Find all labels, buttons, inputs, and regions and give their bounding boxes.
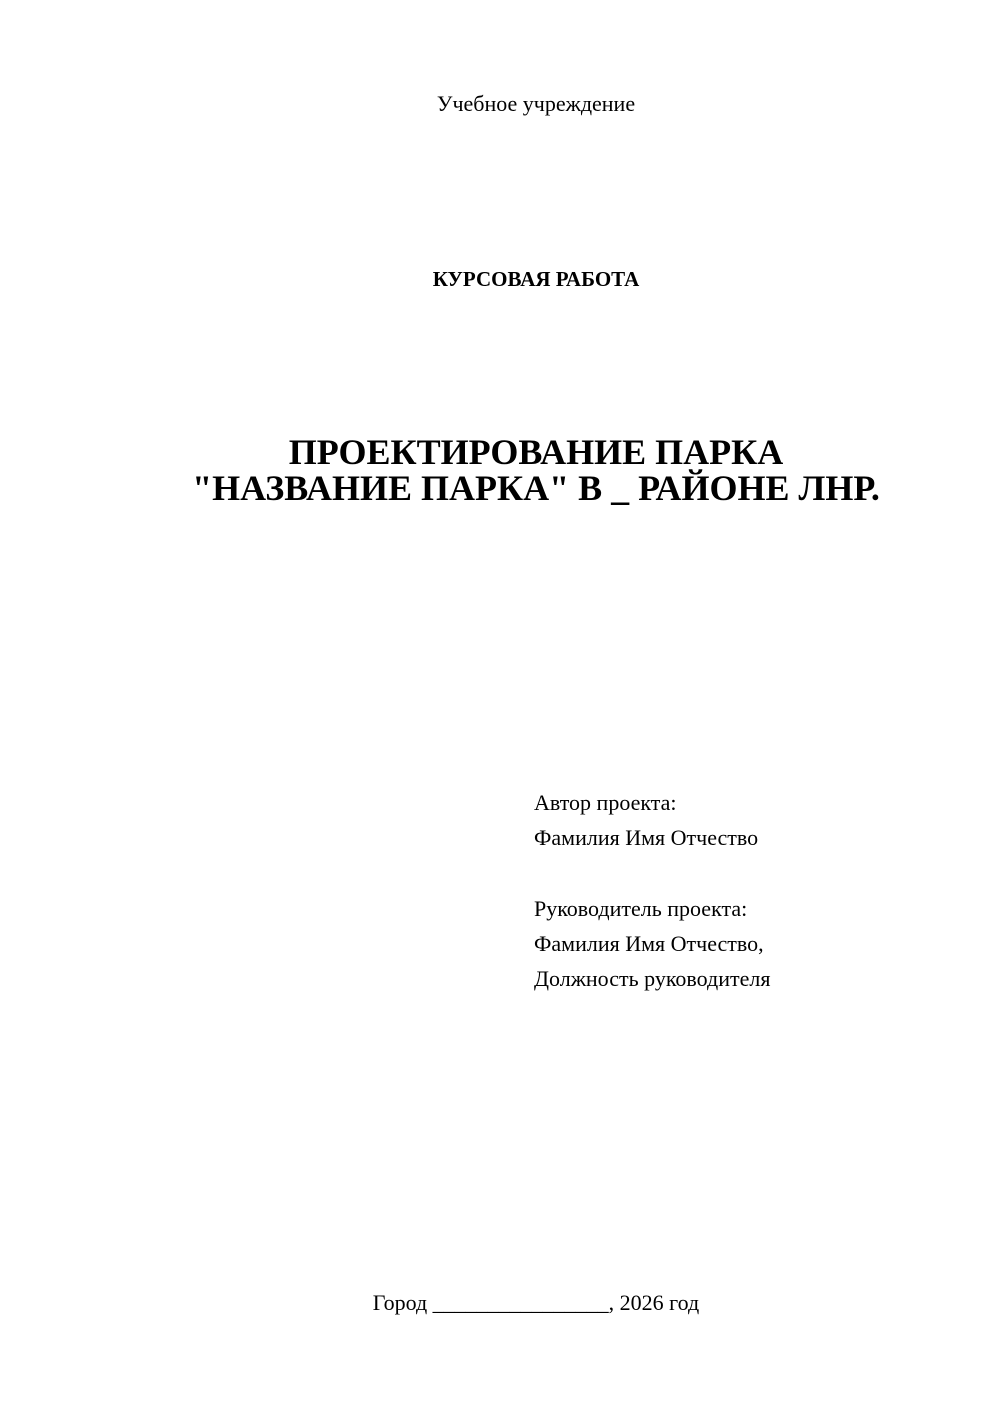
author-name: Фамилия Имя Отчество: [534, 825, 759, 850]
supervisor-position: Должность руководителя: [534, 966, 771, 991]
supervisor-label: Руководитель проекта:: [534, 896, 748, 921]
author-label: Автор проекта:: [534, 790, 677, 815]
supervisor-name: Фамилия Имя Отчество,: [534, 931, 764, 956]
project-title: [0, 434, 1000, 506]
project-title-line-1: ПРОЕКТИРОВАНИЕ ПАРКА: [288, 432, 784, 472]
city-year-footer: Город ________________, 2026 год: [372, 1290, 700, 1315]
project-title-line-2: "НАЗВАНИЕ ПАРКА" В _ РАЙОНЕ ЛНР.: [192, 468, 880, 508]
institution-name: Учебное учреждение: [436, 91, 636, 116]
document-type: КУРСОВАЯ РАБОТА: [432, 267, 640, 291]
